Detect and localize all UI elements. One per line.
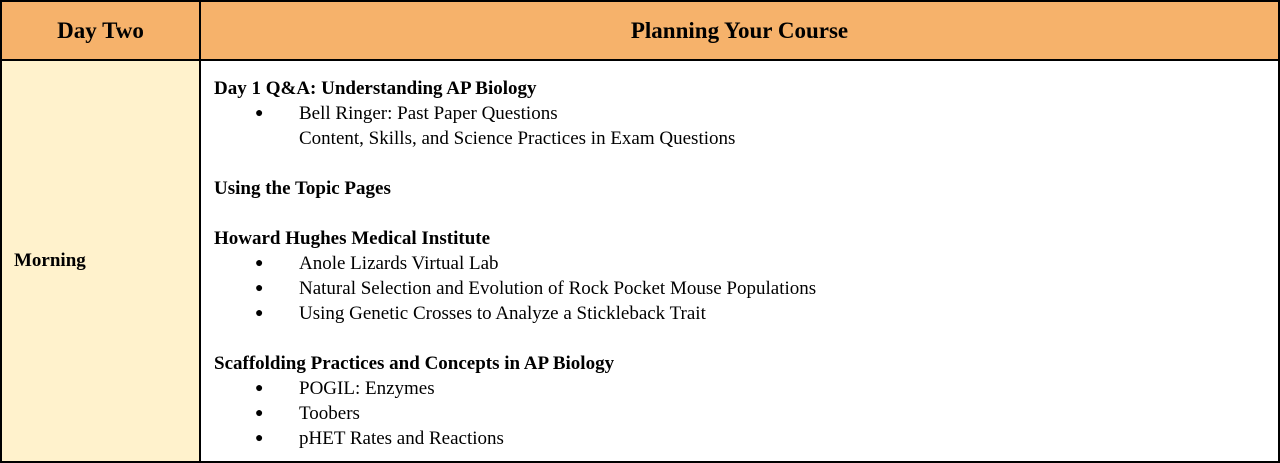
agenda-item: ● Using Genetic Crosses to Analyze a Stickleback Trait bbox=[214, 301, 1278, 326]
agenda-item: Content, Skills, and Science Practices in Exam Questions bbox=[299, 128, 736, 149]
agenda-cell bbox=[201, 61, 1278, 461]
agenda-item: ● Natural Selection and Evolution of Rock Pocket Mouse Populations bbox=[214, 276, 1278, 301]
agenda-item: ● Anole Lizards Virtual Lab bbox=[214, 251, 1278, 276]
section-gap bbox=[214, 201, 1278, 226]
section-title: Day 1 Q&A: Understanding AP Biology bbox=[214, 78, 537, 99]
section-gap bbox=[214, 326, 1278, 351]
day-header-cell: Day Two bbox=[2, 2, 201, 59]
section-gap bbox=[214, 151, 1278, 176]
agenda-item: ● Bell Ringer: Past Paper Questions bbox=[214, 101, 1278, 126]
agenda-item: ● POGIL: Enzymes bbox=[214, 376, 1278, 401]
section-title: Using the Topic Pages bbox=[214, 178, 391, 199]
agenda-item: ● pHET Rates and Reactions bbox=[214, 426, 1278, 451]
agenda-item: ● Toobers bbox=[214, 401, 1278, 426]
section-title: Scaffolding Practices and Concepts in AP Biology bbox=[214, 353, 615, 374]
header-row bbox=[2, 2, 1278, 61]
session-label: Morning bbox=[14, 250, 86, 271]
theme-header-cell: Planning Your Course bbox=[630, 17, 849, 43]
session-cell bbox=[2, 61, 201, 461]
section-title: Howard Hughes Medical Institute bbox=[214, 228, 491, 249]
